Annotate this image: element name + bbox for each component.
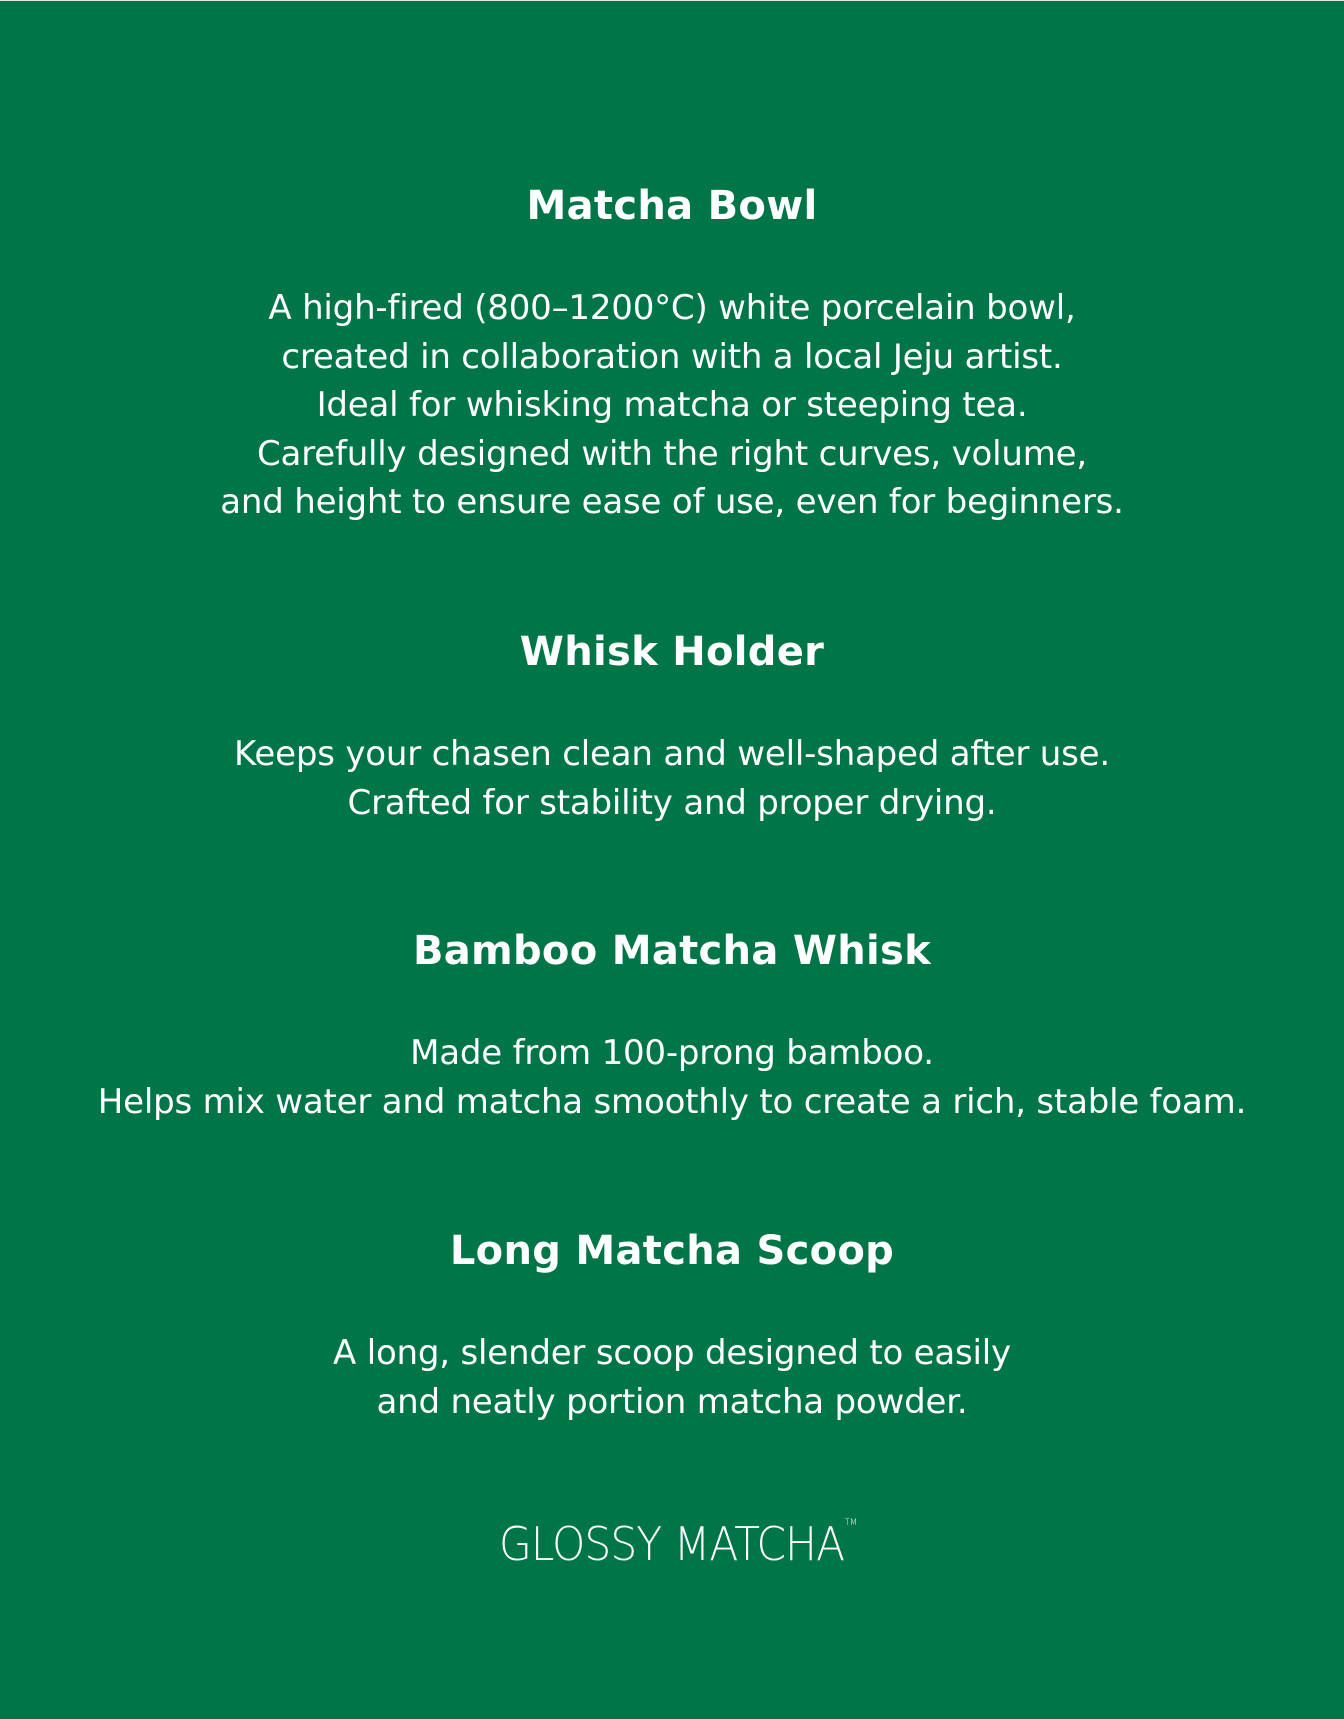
section-title: Bamboo Matcha Whisk	[412, 928, 932, 974]
section-description	[0, 730, 1344, 827]
section-bamboo-matcha-whisk	[0, 927, 1344, 1126]
brand-logo	[0, 1516, 1344, 1572]
section-matcha-bowl	[0, 182, 1344, 527]
description-line: A long, slender scoop designed to easily	[333, 1333, 1011, 1373]
section-description	[0, 1029, 1344, 1126]
description-line: Carefully designed with the right curves, volume,	[257, 433, 1087, 474]
description-line: Made from 100-prong bamboo.	[410, 1033, 934, 1073]
section-description	[0, 284, 1344, 527]
section-whisk-holder	[0, 628, 1344, 827]
section-title: Whisk Holder	[519, 629, 825, 675]
description-line: A high-fired (800–1200°C) white porcelain bowl,	[268, 288, 1076, 328]
trademark-symbol: TM	[845, 1518, 858, 1528]
brand-wordmark	[499, 1516, 858, 1572]
description-line: Keeps your chasen clean and well-shaped after use.	[234, 734, 1110, 774]
section-long-matcha-scoop	[0, 1227, 1344, 1426]
description-line: Crafted for stability and proper drying.	[347, 782, 997, 823]
description-line: Helps mix water and matcha smoothly to create a rich, stable foam.	[97, 1081, 1247, 1122]
section-description	[0, 1329, 1344, 1426]
description-line: and neatly portion matcha powder.	[376, 1381, 968, 1422]
description-line: and height to ensure ease of use, even for beginners.	[220, 482, 1124, 522]
section-title: Long Matcha Scoop	[449, 1228, 895, 1274]
description-line: created in collaboration with a local Jeju artist.	[281, 336, 1063, 377]
brand-name: GLOSSY MATCHA	[499, 1517, 845, 1571]
description-line: Ideal for whisking matcha or steeping tea.	[316, 385, 1028, 425]
section-title: Matcha Bowl	[526, 183, 818, 229]
